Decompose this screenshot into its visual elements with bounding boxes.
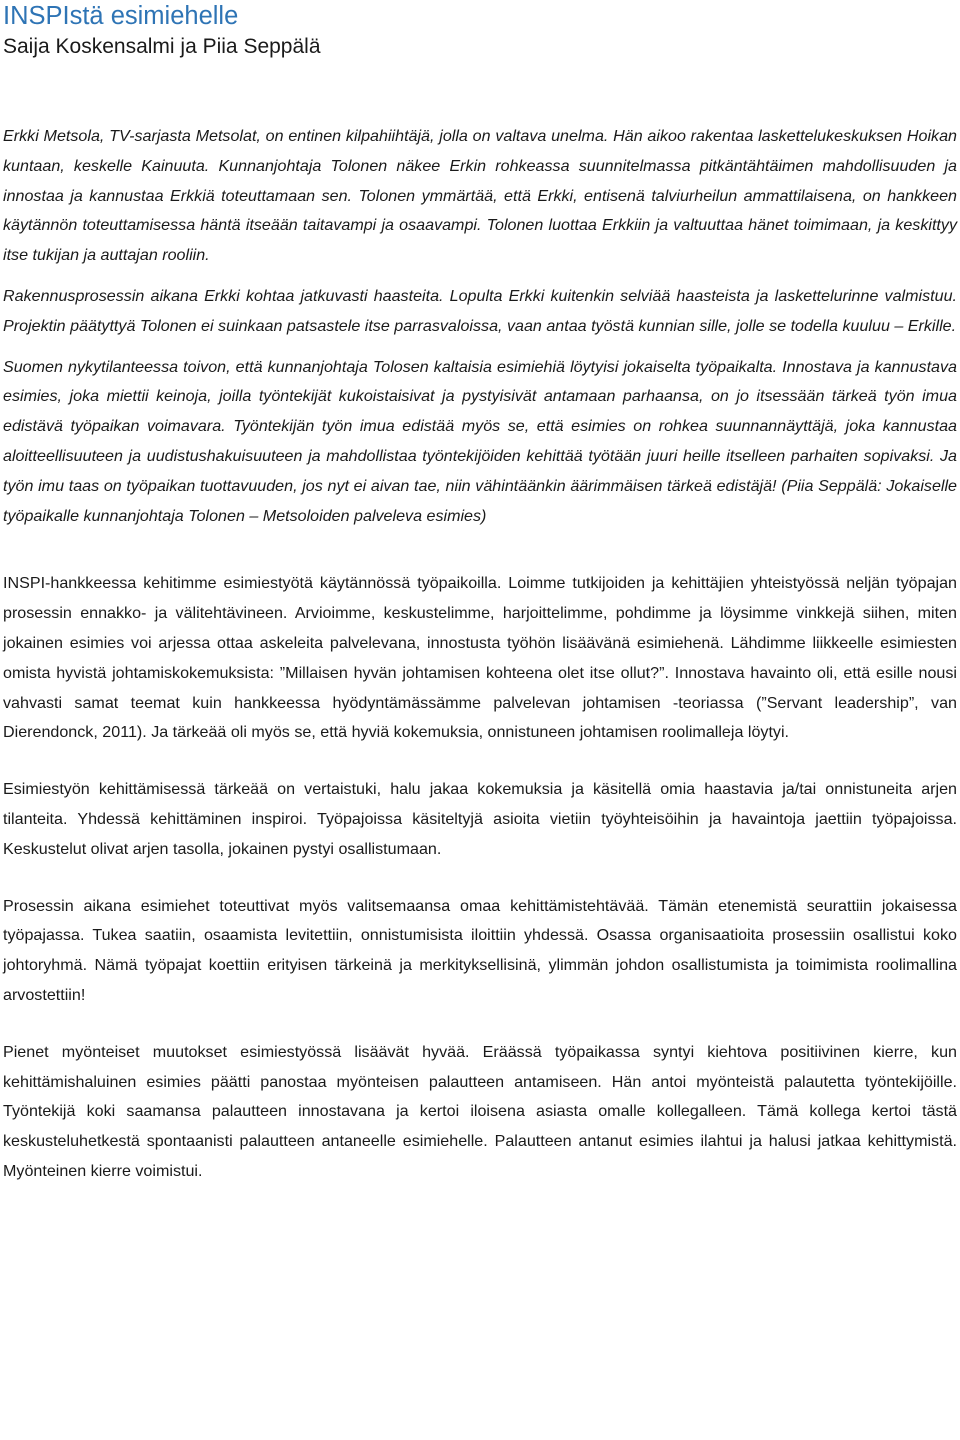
document-authors: Saija Koskensalmi ja Piia Seppälä <box>3 35 321 58</box>
body-paragraph-2: Esimiestyön kehittämisessä tärkeää on vertaistuki, halu jakaa kokemuksia ja käsitellä omia haastavia ja/tai onnistuneita arjen tilanteita. Yhdessä kehittäminen inspiroi. Työpajoissa käsiteltyjä asioita vietiin työyhteisöihin ja havaintoja jaettiin työpajoissa. Keskustelut olivat arjen tasolla, jokainen pystyi osallistumaan. <box>3 780 957 858</box>
story-paragraph-1: Erkki Metsola, TV-sarjasta Metsolat, on entinen kilpahiihtäjä, jolla on valtava unelma. Hän aikoo rakentaa laskettelukeskuksen Hoikan kuntaan, keskelle Kainuuta. Kunnanjohtaja Tolonen näkee Erkin rohkeassa suunnitelmassa pitkäntähtäimen mahdollisuuden ja innostaa ja kannustaa Erkkiä toteuttamaan sen. Tolonen ymmärtää, että Erkki, entisenä talviurheilun ammattilaisena, on hankkeen käytännön toteuttamisessa häntä itseään taitavampi ja osaavampi. Tolonen luottaa Erkkiin ja valtuuttaa hänet toimimaan, ja keskittyy itse tukijan ja auttajan rooliin. <box>3 127 957 265</box>
body-paragraph-1: INSPI-hankkeessa kehitimme esimiestyötä käytännössä työpaikoilla. Loimme tutkijoiden ja kehittäjien yhteistyössä neljän työpajan prosessin ennakko- ja välitehtävineen. Arvioimme, keskustelimme, harjoittelimme, pohdimme ja löysimme vinkkejä siihen, miten jokainen esimies voi arjessa ottaa askeleita palvelevana, innostusta työhön lisäävänä esimiehenä. Lähdimme liikkeelle esimiesten omista hyvistä johtamiskokemuksista: ”Millaisen hyvän johtamisen kohteena olet itse ollut?”. Innostava havainto oli, että esille nousi vahvasti samat teemat kuin hankkeessa hyödyntämässämme palvelevan johtamisen -teoriassa (”Servant leadership”, van Dierendonck, 2011). Ja tärkeää oli myös se, että hyviä kokemuksia, onnistuneen johtamisen roolimalleja löytyi. <box>3 574 957 742</box>
body-paragraph-4: Pienet myönteiset muutokset esimiestyössä lisäävät hyvää. Eräässä työpaikassa syntyi kiehtova positiivinen kierre, kun kehittämishaluinen esimies päätti panostaa myönteisen palautteen antamiseen. Hän antoi myönteistä palautetta työntekijöille. Työntekijä koki saamansa palautteen innostavana ja kertoi iloisena asiasta omalle kollegalleen. Tämä kollega kertoi tästä keskusteluhetkestä spontaanisti palautteen antaneelle esimiehelle. Palautteen antanut esimies ilahtui ja halusi jatkaa kehittymistä. Myönteinen kierre voimistui. <box>3 1042 957 1180</box>
body-paragraph-3: Prosessin aikana esimiehet toteuttivat myös valitsemaansa omaa kehittämistehtävää. Tämän etenemistä seurattiin jokaisessa työpajassa. Tukea saatiin, osaamista levitettiin, onnistumisista iloittiin yhdessä. Osassa organisaatioita prosessiin osallistui koko johtoryhmä. Nämä työpajat koettiin erityisen tärkeinä ja merkityksellisinä, ylimmän johdon osallistumista ja toimimista roolimallina arvostettiin! <box>3 896 957 1004</box>
story-paragraph-3: Suomen nykytilanteessa toivon, että kunnanjohtaja Tolosen kaltaisia esimiehiä löytyisi jokaiselta työpaikalta. Innostava ja kannustava esimies, joka miettii keinoja, joilla työntekijät kukoistaisivat ja pystyisivät antamaan parhaansa, on jo itsessään tärkeä työn imua edistävä työpaikan voimavara. Työntekijän työn imua edistää myös se, että esimies on rohkea suunnannäyttäjä, joka kannustaa aloitteellisuuteen ja uudistushakuisuuteen ja mahdollistaa työntekijöiden kehittää työtään juuri heille itselleen parhaiten sopivaksi. Ja työn imu taas on työpaikan tuottavuuden, jos nyt ei aivan tae, niin vähintäänkin äärimmäisen tärkeä edistäjä! (Piia Seppälä: Jokaiselle työpaikalle kunnanjohtaja Tolonen – Metsoloiden palveleva esimies) <box>3 357 957 525</box>
document-page <box>3 0 957 1187</box>
document-title: INSPIstä esimiehelle <box>3 2 239 30</box>
story-paragraph-2: Rakennusprosessin aikana Erkki kohtaa jatkuvasti haasteita. Lopulta Erkki kuitenkin selviää haasteista ja laskettelurinne valmistuu. Projektin päätyttyä Tolonen ei suinkaan patsastele itse parrasvaloissa, vaan antaa työstä kunnian sille, jolle se todella kuuluu – Erkille. <box>3 286 957 335</box>
